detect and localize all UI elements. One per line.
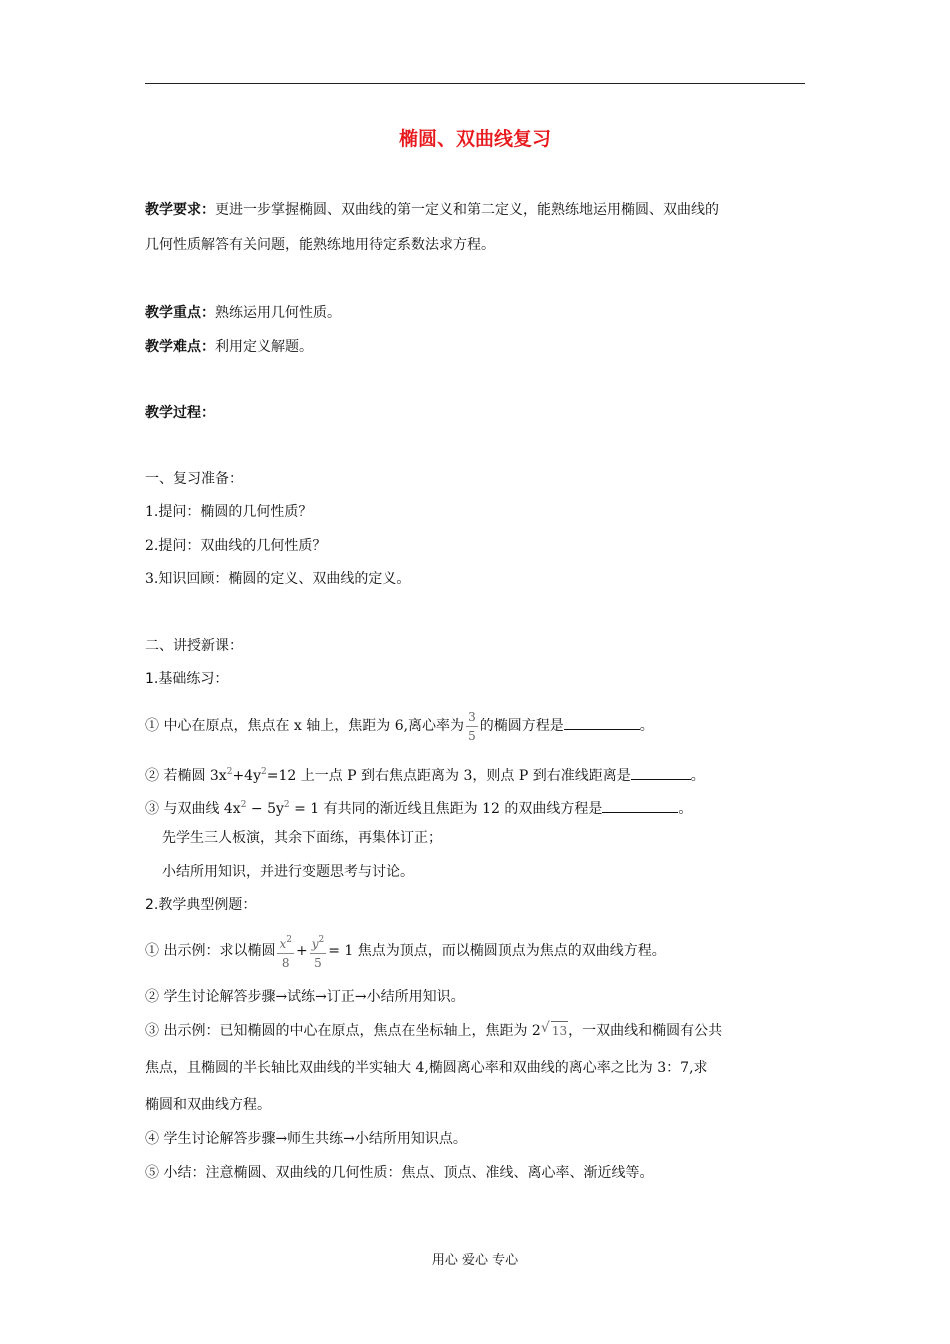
section1-item-3: 3.知识回顾：椭圆的定义、双曲线的定义。 [145, 571, 411, 587]
exercise-1-text-a: ① 中心在原点，焦点在 x 轴上，焦距为 6,离心率为 [145, 718, 465, 734]
exercise-2-text-b: +4y [232, 768, 261, 784]
radicand: 13 [551, 1021, 568, 1040]
fraction-denominator: 5 [468, 728, 476, 743]
requirements-text-1: 更进一步掌握椭圆、双曲线的第一定义和第二定义，能熟练地运用椭圆、双曲线的 [215, 202, 719, 218]
sqrt-13 [541, 1021, 568, 1040]
exercise-3 [145, 796, 692, 818]
example-1-text-a: ① 出示例：求以椭圆 [145, 943, 276, 959]
fraction-denominator: 5 [314, 955, 322, 970]
example-3-line-1 [145, 1021, 722, 1040]
exercise-2 [145, 763, 705, 785]
focus-text: 熟练运用几何性质。 [215, 305, 341, 321]
exercise-2-end: 。 [690, 768, 705, 784]
section2-sub2: 2.教学典型例题： [145, 897, 257, 913]
plus-sign: + [295, 943, 308, 959]
variable-y: y [311, 936, 319, 951]
exercise-3-text-c: = 1 有共同的渐近线且焦距为 12 的双曲线方程是 [289, 801, 603, 817]
fraction-numerator [310, 933, 327, 951]
answer-blank [631, 767, 691, 780]
section2-heading: 二、讲授新课： [145, 638, 243, 654]
exercise-1-text-b: 的椭圆方程是 [479, 718, 564, 734]
fraction-denominator: 8 [281, 955, 290, 970]
radical-icon: √ [540, 1020, 550, 1036]
exercise-3-text-b: − 5y [246, 801, 284, 817]
exercise-2-text-c: =12 上一点 P 到右焦点距离为 3，则点 P 到右准线距离是 [266, 768, 631, 784]
section1-item-2: 2.提问：双曲线的几何性质？ [145, 538, 327, 554]
exponent: 2 [260, 767, 267, 777]
example-3-text-a: ③ 出示例：已知椭圆的中心在原点，焦点在坐标轴上，焦距为 2 [145, 1023, 541, 1039]
exponent: 2 [286, 934, 292, 945]
requirements-label: 教学要求： [145, 202, 215, 218]
note-1: 先学生三人板演，其余下面练，再集体订正； [162, 830, 442, 846]
note-2: 小结所用知识，并进行变题思考与讨论。 [162, 864, 414, 880]
exponent: 2 [318, 934, 325, 945]
section1-heading: 一、复习准备： [145, 471, 243, 487]
fraction-numerator: 3 [468, 709, 476, 724]
exercise-2-text-a: ② 若椭圆 3x [145, 768, 227, 784]
exercise-1-end: 。 [639, 718, 654, 734]
section2-sub1: 1.基础练习： [145, 671, 229, 687]
fraction-x2-8 [277, 933, 294, 970]
example-3-text-b: ，一双曲线和椭圆有公共 [568, 1023, 723, 1039]
difficulty-line [145, 338, 313, 356]
example-1-text-b: = 1 焦点为顶点，而以椭圆顶点为焦点的双曲线方程。 [328, 943, 666, 959]
exercise-1 [145, 703, 654, 749]
answer-blank [602, 800, 678, 813]
focus-line [145, 304, 341, 322]
focus-label: 教学重点： [145, 305, 215, 321]
difficulty-text: 利用定义解题。 [215, 339, 313, 355]
example-4: ④ 学生讨论解答步骤→师生共练→小结所用知识点。 [145, 1131, 467, 1147]
header-rule [145, 83, 805, 84]
exercise-3-end: 。 [678, 801, 693, 817]
fraction-numerator [277, 933, 294, 951]
variable-x: x [279, 936, 287, 951]
page-title: 椭圆、双曲线复习 [398, 128, 551, 150]
exponent: 2 [240, 800, 247, 810]
example-2: ② 学生讨论解答步骤→试练→订正→小结所用知识。 [145, 989, 465, 1005]
requirements-text-2: 几何性质解答有关问题，能熟练地用待定系数法求方程。 [145, 237, 495, 253]
page-footer: 用心 爱心 专心 [431, 1253, 519, 1268]
example-1 [145, 928, 666, 974]
section1-item-1: 1.提问：椭圆的几何性质？ [145, 504, 313, 520]
difficulty-label: 教学难点： [145, 339, 215, 355]
fraction-y2-5 [310, 933, 327, 970]
exercise-3-text-a: ③ 与双曲线 4x [145, 801, 241, 817]
exponent: 2 [283, 800, 290, 810]
example-3-line-3: 椭圆和双曲线方程。 [145, 1097, 271, 1113]
fraction-3-5 [466, 710, 478, 743]
example-3-line-2: 焦点，且椭圆的半长轴比双曲线的半实轴大 4,椭圆离心率和双曲线的离心率之比为 3：7,求 [145, 1060, 708, 1076]
answer-blank [564, 717, 640, 730]
exponent: 2 [226, 767, 233, 777]
process-label: 教学过程： [145, 405, 215, 421]
requirements-line-1 [145, 201, 719, 219]
summary-line: ⑤ 小结：注意椭圆、双曲线的几何性质：焦点、顶点、准线、离心率、渐近线等。 [145, 1165, 654, 1181]
